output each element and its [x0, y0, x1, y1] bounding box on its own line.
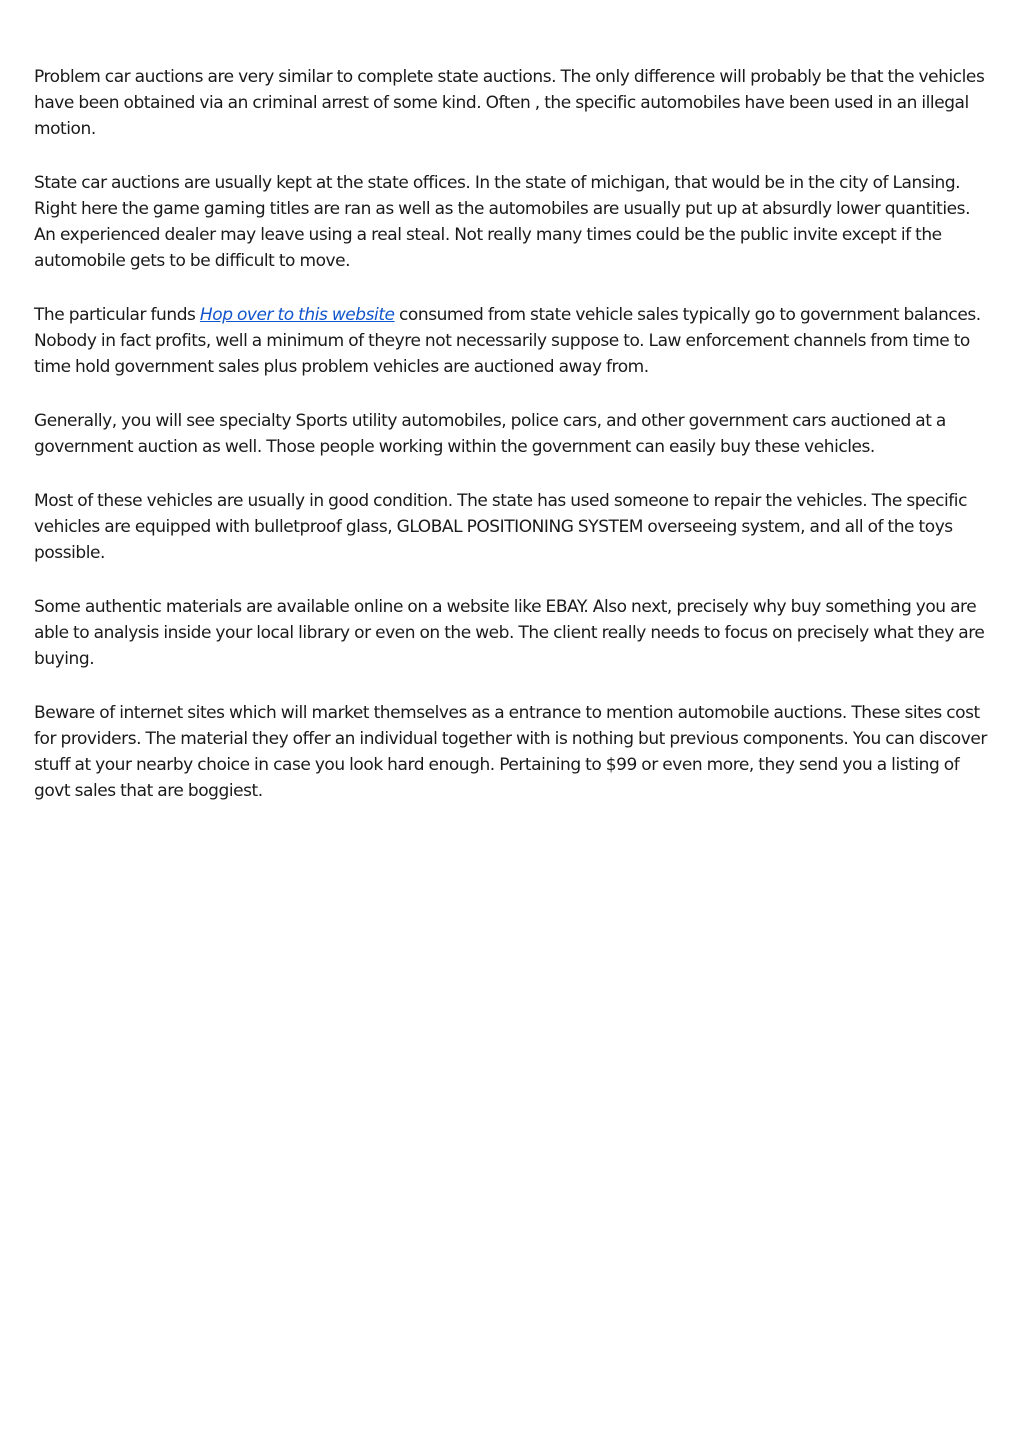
- paragraph-7: Beware of internet sites which will market themselves as a entrance to mention automobile auctions. These sites cost for providers. The material they offer an individual together with is nothing but previous components. You can discover stuff at your nearby choice in case you look hard enough. Pertaining to $99 or even more, they send you a listing of govt sales that are boggiest.: [34, 703, 987, 801]
- paragraph-6: Some authentic materials are available online on a website like EBAY. Also next, precisely why buy something you are able to analysis inside your local library or even on the web. The client really needs to focus on precisely what they are buying.: [34, 597, 985, 669]
- document-body: [34, 64, 994, 832]
- hop-over-link[interactable]: Hop over to this website: [199, 305, 395, 325]
- paragraph-2: State car auctions are usually kept at the state offices. In the state of michigan, that would be in the city of Lansing. Right here the game gaming titles are ran as well as the automobiles are usually put up at absurdly lower quantities. An experienced dealer may leave using a real steal. Not really many times could be the public invite except if the automobile gets to be difficult to move.: [34, 173, 971, 271]
- paragraph-3-text-after: consumed from state vehicle sales typically go to government balances. Nobody in fact profits, well a minimum of theyre not necessarily suppose to. Law enforcement channels from time to time hold government sales plus problem vehicles are auctioned away from.: [34, 305, 981, 377]
- paragraph-5: Most of these vehicles are usually in good condition. The state has used someone to repair the vehicles. The specific vehicles are equipped with bulletproof glass, GLOBAL POSITIONING SYSTEM overseeing system, and all of the toys possible.: [34, 491, 967, 563]
- paragraph-1: Problem car auctions are very similar to complete state auctions. The only difference will probably be that the vehicles have been obtained via an criminal arrest of some kind. Often , the specific automobiles have been used in an illegal motion.: [34, 67, 985, 139]
- paragraph-3-text-before: The particular funds: [34, 305, 200, 325]
- paragraph-4: Generally, you will see specialty Sports utility automobiles, police cars, and other government cars auctioned at a government auction as well. Those people working within the government can easily buy these vehicles.: [34, 411, 946, 457]
- paragraph-3: [34, 302, 994, 380]
